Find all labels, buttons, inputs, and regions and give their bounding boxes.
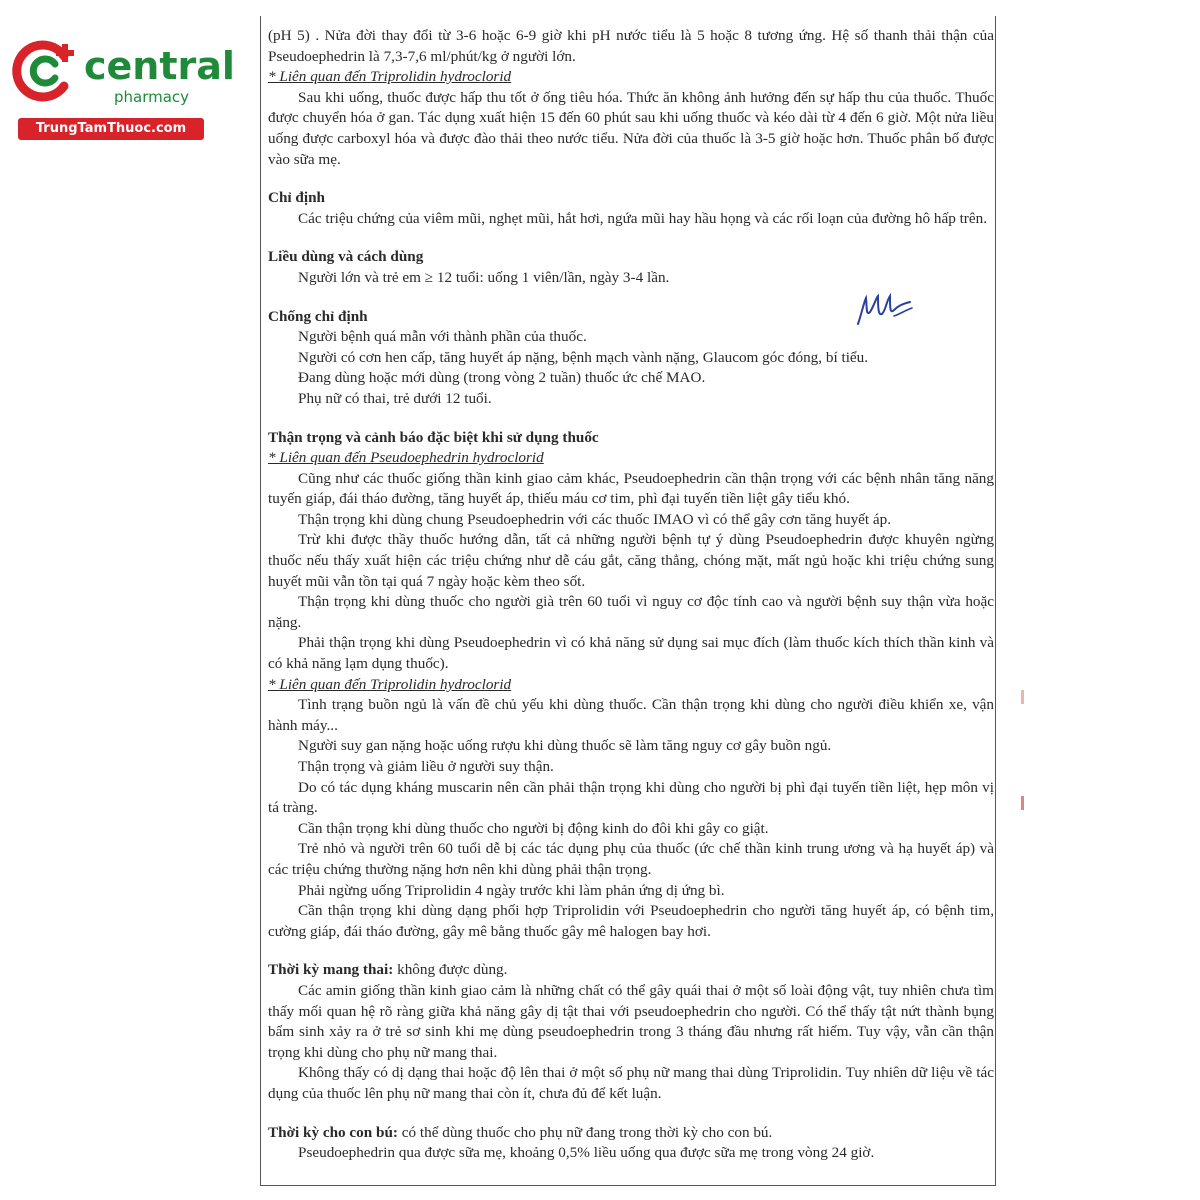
section-heading: Thận trọng và cảnh báo đặc biệt khi sử dụng thuốc [268,428,599,446]
paragraph: Cũng như các thuốc giống thần kinh giao cảm khác, Pseudoephedrin cần thận trọng với các bệnh nhân tăng năng tuyến giáp, đái tháo đường, tăng huyết áp, thiếu máu cơ tim, phì đại tuyến tiền liệt gây tiểu khó. [268,469,994,508]
section-heading-line [268,1123,994,1144]
lactation-inline: có thể dùng thuốc cho phụ nữ đang trong thời kỳ cho con bú. [401,1123,773,1141]
subheading: * Liên quan đến Pseudoephedrin hydroclorid [268,449,544,467]
paragraph: Trẻ nhỏ và người trên 60 tuổi dễ bị các tác dụng phụ của thuốc (ức chế thần kinh trung ương và hạ huyết áp) và các triệu chứng thường nặng hơn nên khi dùng phải thận trọng. [268,840,994,878]
paragraph: Thận trọng khi dùng chung Pseudoephedrin với các thuốc IMAO vì có thể gây cơn tăng huyết áp. [298,510,892,528]
subheading: * Liên quan đến Triprolidin hydroclorid [268,675,512,693]
paragraph: Trừ khi được thầy thuốc hướng dẫn, tất cả những người bệnh tự ý dùng Pseudoephedrin được khuyên ngừng thuốc nếu thấy xuất hiện các triệu chứng như dễ cáu gắt, căng thẳng, chóng mặt, mất ngủ hoặc khi triệu chứng sung huyết mũi vẫn tồn tại quá 7 ngày hoặc kèm theo sốt. [268,531,994,590]
section-heading-line [268,960,994,981]
paragraph: (pH 5) . Nửa đời thay đổi từ 3-6 hoặc 6-9 giờ khi pH nước tiểu là 5 hoặc 8 tương ứng. Hệ số thanh thải thận của Pseudoephedrin là 7,3-7,6 ml/phút/kg ở người lớn. [268,27,994,65]
paragraph: Sau khi uống, thuốc được hấp thu tốt ở ống tiêu hóa. Thức ăn không ảnh hưởng đến sự hấp thu của thuốc. Thuốc được chuyển hóa ở gan. Tác dụng xuất hiện 15 đến 60 phút sau khi uống thuốc và kéo dài từ 4 đến 6 giờ. Một nửa liều uống được carboxyl hóa và được đào thải theo nước tiểu. Nửa đời của thuốc là 3-5 giờ hoặc hơn. Thuốc phân bố được vào sữa mẹ. [268,88,994,168]
list-item: Người có cơn hen cấp, tăng huyết áp nặng, bệnh mạch vành nặng, Glaucom góc đóng, bí tiểu. [298,348,869,366]
paragraph: Cần thận trọng khi dùng dạng phối hợp Triprolidin với Pseudoephedrin cho người tăng huyết áp, có bệnh tim, cường giáp, đái tháo đường, gây mê bằng thuốc gây mê halogen bay hơi. [268,902,994,940]
paragraph: Thận trọng và giảm liều ở người suy thận. [298,758,554,775]
section-heading: Chống chỉ định [268,307,368,325]
section-heading: Chỉ định [268,189,325,207]
edge-mark [1021,690,1024,704]
logo-subtitle: pharmacy [114,88,190,106]
logo-banner: TrungTamThuoc.com [18,118,204,140]
document-content [268,26,994,1164]
list-item: Đang dùng hoặc mới dùng (trong vòng 2 tuần) thuốc ức chế MAO. [298,369,706,387]
paragraph: Tình trạng buồn ngủ là vấn đề chủ yếu khi dùng thuốc. Cần thận trọng khi dùng cho người điều khiển xe, vận hành máy... [268,696,994,734]
list-item: Phụ nữ có thai, trẻ dưới 12 tuổi. [298,389,492,407]
paragraph: Pseudoephedrin qua được sữa mẹ, khoảng 0,5% liều uống qua được sữa mẹ trong vòng 24 giờ. [298,1144,875,1162]
paragraph: Thận trọng khi dùng thuốc cho người già trên 60 tuổi vì nguy cơ độc tính cao và người bệnh suy thận vừa hoặc nặng. [268,593,994,631]
edge-mark [1021,796,1024,810]
lactation-heading: Thời kỳ cho con bú: [268,1123,398,1141]
section-heading: Liều dùng và cách dùng [268,248,424,266]
paragraph: Không thấy có dị dạng thai hoặc độ lên thai ở một số phụ nữ mang thai dùng Triprolidin. Tuy nhiên dữ liệu về tác dụng của thuốc lên phụ nữ mang thai còn ít, chưa đủ để kết luận. [268,1064,994,1102]
paragraph: Phải ngừng uống Triprolidin 4 ngày trước khi làm phản ứng dị ứng bì. [298,881,725,899]
paragraph: Các triệu chứng của viêm mũi, nghẹt mũi, hắt hơi, ngứa mũi hay hầu họng và các rối loạn của đường hô hấp trên. [298,209,987,227]
paragraph: Phải thận trọng khi dùng Pseudoephedrin vì có khả năng sử dụng sai mục đích (làm thuốc kích thích thần kinh và có khả năng lạm dụng thuốc). [268,634,994,673]
paragraph: Cần thận trọng khi dùng thuốc cho người bị động kinh do đôi khi gây co giật. [298,819,769,837]
list-item: Người bệnh quá mẫn với thành phần của thuốc. [298,328,587,346]
paragraph: Các amin giống thần kinh giao cảm là những chất có thể gây quái thai ở một số loài động vật, tuy nhiên chưa tìm thấy mối quan hệ rõ ràng giữa khả năng gây dị tật thai với pseudoephedrin cho người. Có thể thấy tật nứt thành bụng bẩm sinh xảy ra ở trẻ sơ sinh khi mẹ dùng pseudoephedrin trong 3 tháng đầu nhưng rất hiếm. Tuy vậy, vẫn cần thận trọng khi dùng cho phụ nữ mang thai. [268,981,994,1061]
central-pharmacy-logo[interactable] [10,36,235,146]
subheading: * Liên quan đến Triprolidin hydroclorid [268,68,512,86]
paragraph: Người lớn và trẻ em ≥ 12 tuổi: uống 1 viên/lần, ngày 3-4 lần. [298,268,670,286]
paragraph: Do có tác dụng kháng muscarin nên cần phải thận trọng khi dùng cho người bị phì đại tuyến tiền liệt, hẹp môn vị tá tràng. [268,778,994,817]
paragraph: Người suy gan nặng hoặc uống rượu khi dùng thuốc sẽ làm tăng nguy cơ gây buồn ngủ. [298,737,832,755]
logo-name: central [84,44,235,88]
central-logo-icon [10,36,80,106]
pregnancy-heading: Thời kỳ mang thai: [268,961,394,979]
pregnancy-inline: không được dùng. [397,961,508,979]
